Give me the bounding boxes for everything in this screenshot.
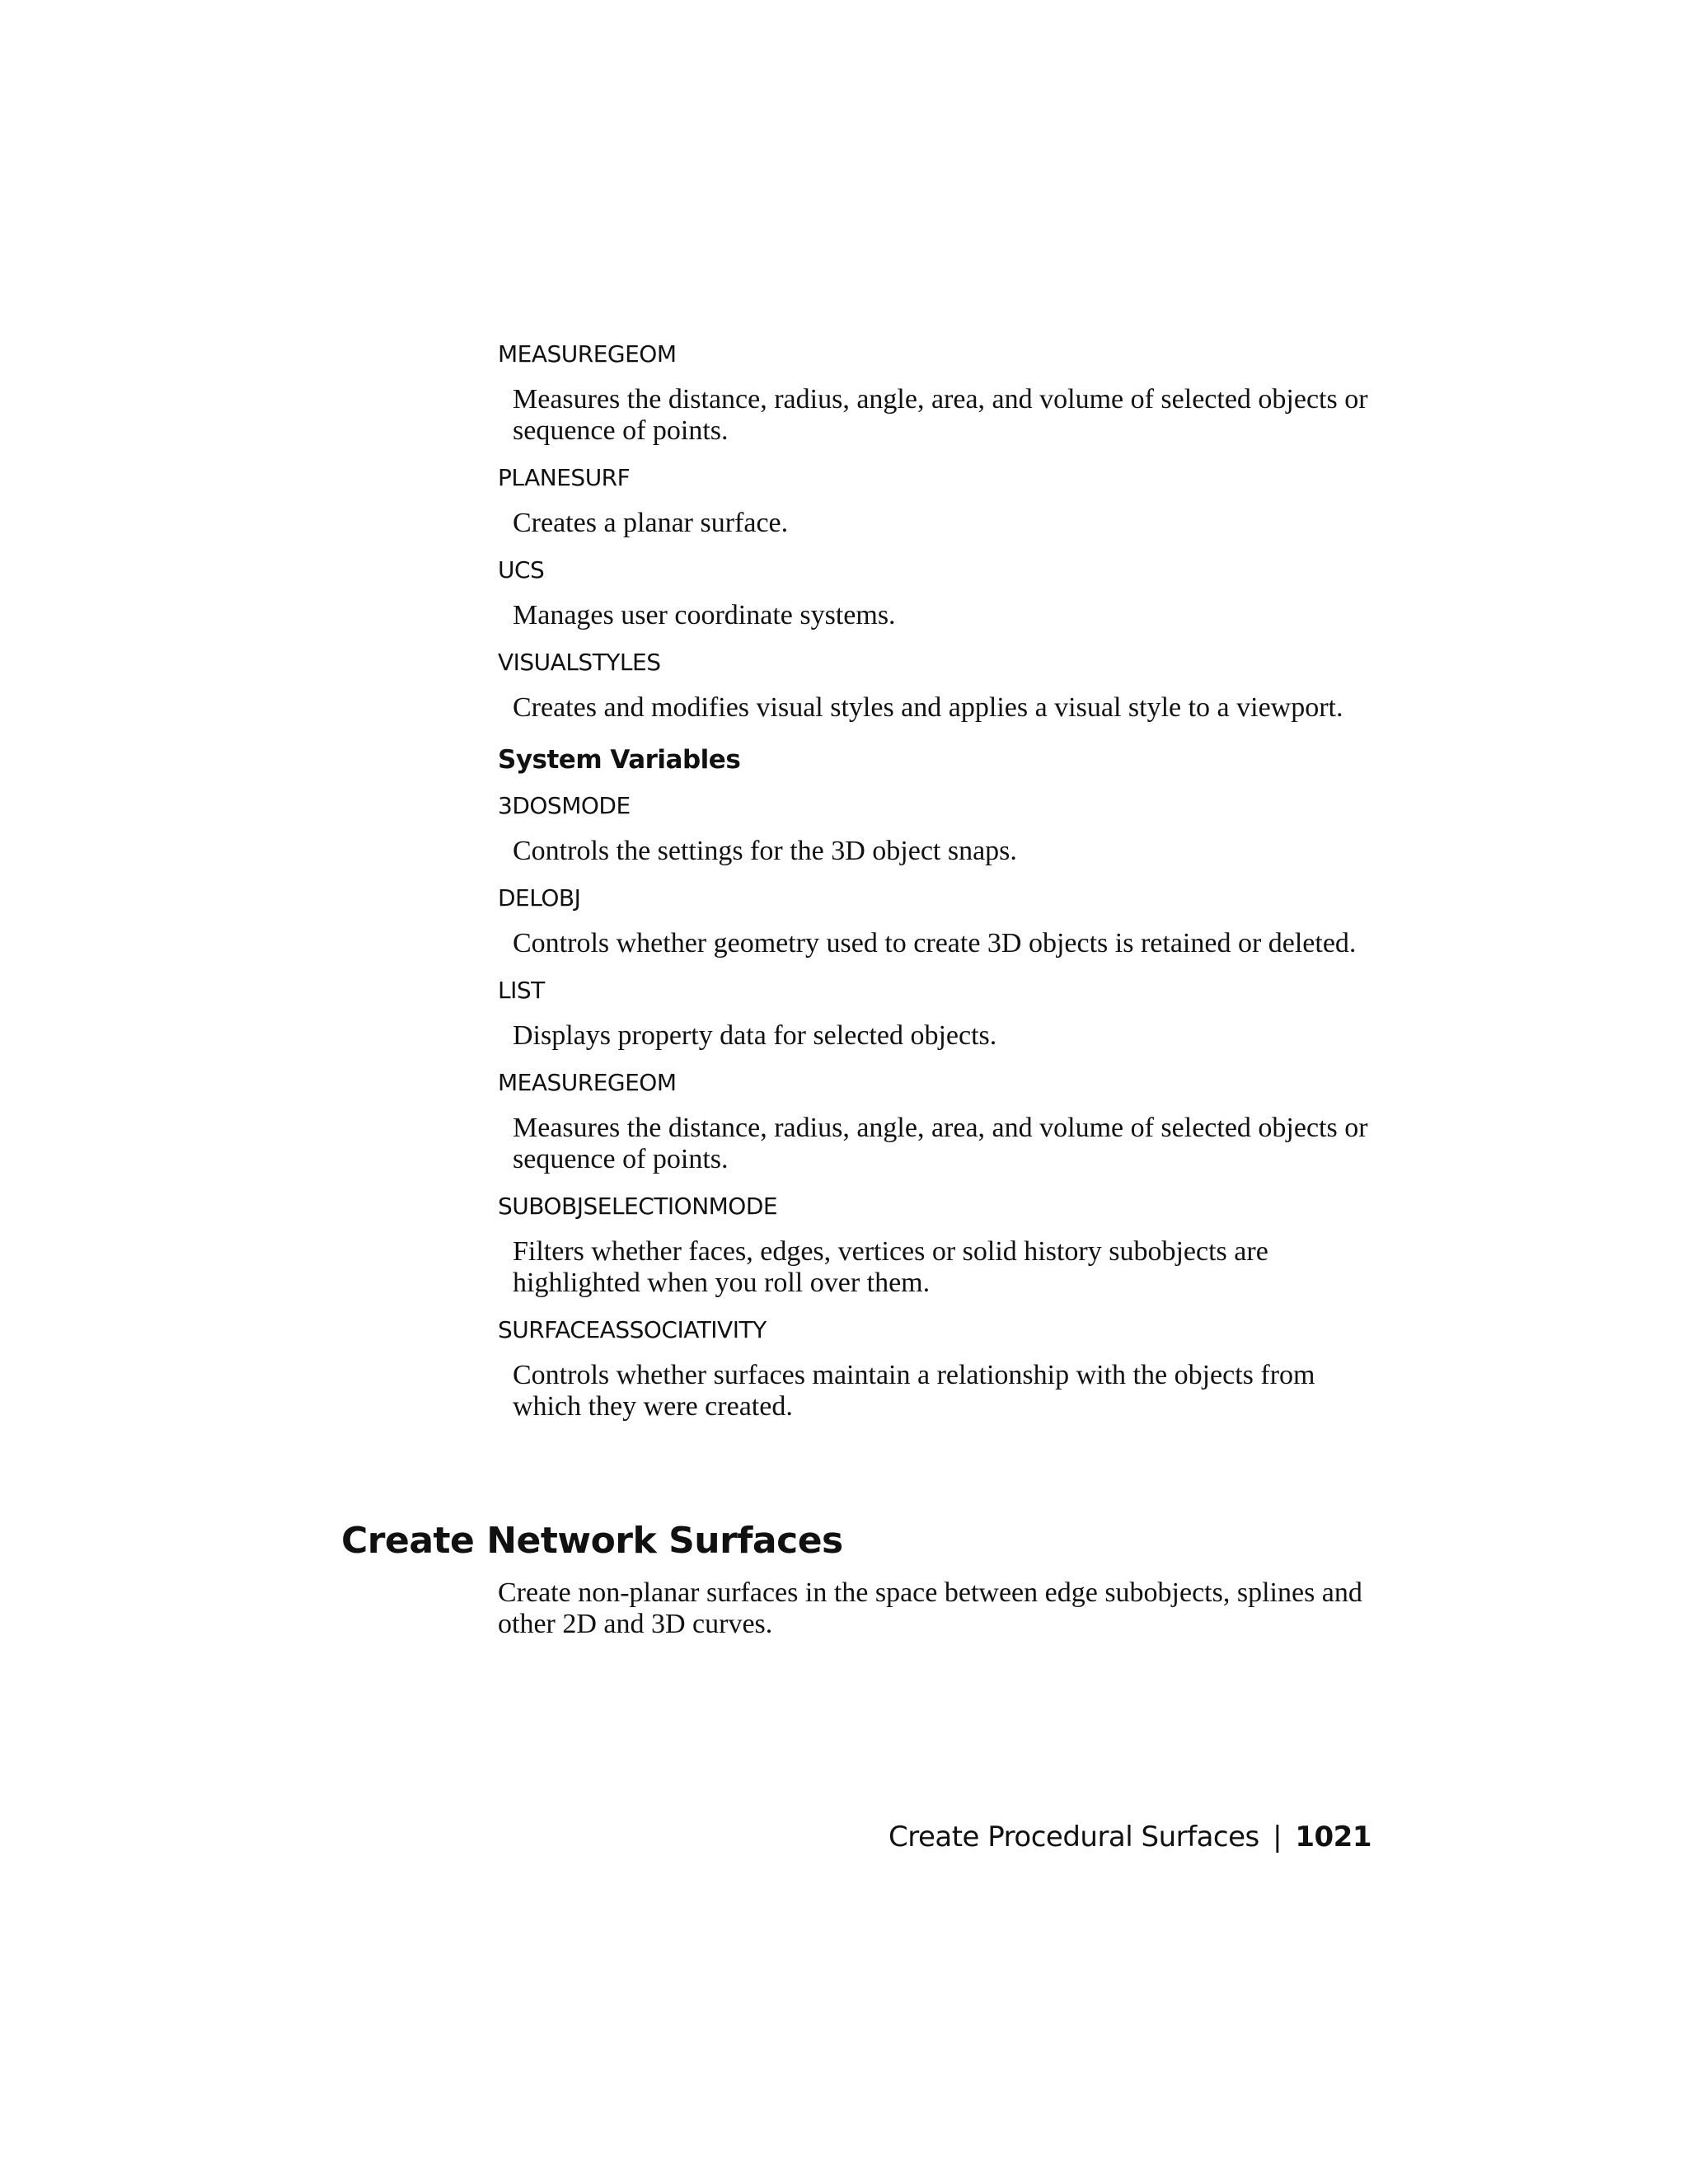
system-variables-heading: System Variables	[498, 745, 741, 775]
section-intro: Create non-planar surfaces in the space between edge subobjects, splines and other 2D and 3D curves.	[498, 1577, 1362, 1639]
system-variable-description: Controls whether geometry used to create 3D objects is retained or deleted.	[513, 928, 1357, 958]
command-term: VISUALSTYLES	[498, 649, 661, 676]
page-number: 1021	[1295, 1821, 1372, 1854]
command-description: Measures the distance, radius, angle, area, and volume of selected objects or sequence of points.	[513, 384, 1368, 446]
command-description: Manages user coordinate systems.	[513, 600, 896, 630]
system-variable-description: Controls whether surfaces maintain a relationship with the objects from which they were created.	[513, 1360, 1315, 1422]
section-heading: Create Network Surfaces	[341, 1520, 843, 1562]
system-variable-term: SUBOBJSELECTIONMODE	[498, 1193, 778, 1220]
system-variable-term: DELOBJ	[498, 884, 581, 912]
command-description: Creates a planar surface.	[513, 508, 789, 538]
command-term: UCS	[498, 556, 545, 583]
command-description: Creates and modifies visual styles and applies a visual style to a viewport.	[513, 692, 1343, 723]
footer-title: Create Procedural Surfaces	[888, 1821, 1259, 1854]
system-variable-description: Displays property data for selected objects.	[513, 1020, 997, 1051]
system-variable-description: Controls the settings for the 3D object snaps.	[513, 836, 1017, 866]
system-variable-description: Filters whether faces, edges, vertices or solid history subobjects are highlighted when you roll over them.	[513, 1236, 1268, 1298]
system-variable-term: MEASUREGEOM	[498, 1069, 677, 1096]
page-footer	[889, 1816, 1372, 1858]
command-term: PLANESURF	[498, 464, 631, 491]
system-variable-term: LIST	[498, 977, 545, 1004]
footer-separator: |	[1273, 1821, 1282, 1854]
reference-list	[498, 336, 1372, 1436]
system-variable-term: SURFACEASSOCIATIVITY	[498, 1316, 767, 1343]
system-variable-term: 3DOSMODE	[498, 792, 631, 819]
command-term: MEASUREGEOM	[498, 340, 677, 368]
system-variable-description: Measures the distance, radius, angle, area, and volume of selected objects or sequence of points.	[513, 1113, 1368, 1174]
